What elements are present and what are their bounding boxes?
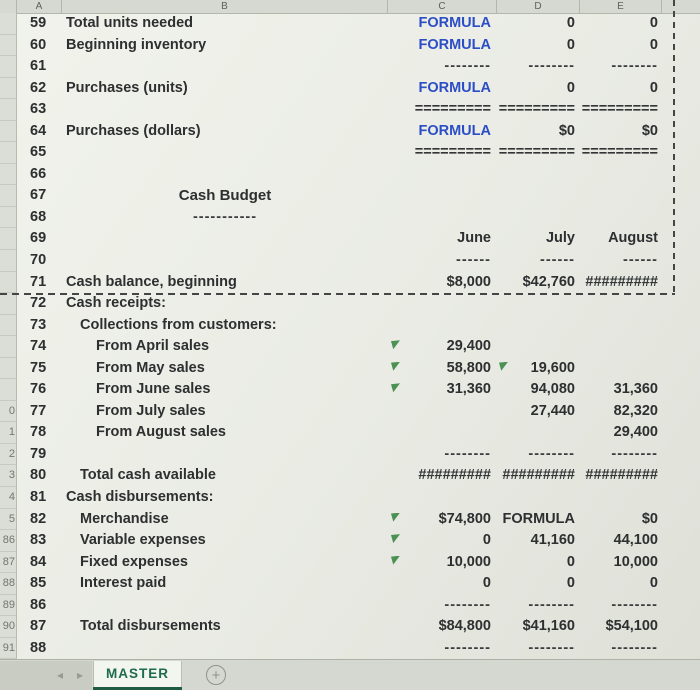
cell-col-e[interactable]: 0: [649, 79, 658, 96]
cell-col-d[interactable]: 0: [566, 79, 575, 96]
row-header[interactable]: 4: [0, 487, 17, 509]
cell-col-a[interactable]: 63: [30, 101, 47, 118]
cell-col-b[interactable]: From May sales: [96, 359, 205, 376]
cell-col-c[interactable]: 10,000: [388, 552, 497, 574]
row-header[interactable]: [0, 99, 17, 121]
cell-col-b[interactable]: [62, 638, 388, 660]
sheet-row: [0, 422, 700, 444]
select-all-corner[interactable]: [0, 0, 17, 13]
cell-col-c[interactable]: 29,400: [388, 336, 497, 358]
column-header-filler: [662, 0, 700, 13]
cell-col-d[interactable]: $42,760: [522, 273, 575, 290]
row-header[interactable]: [0, 293, 17, 315]
cell-col-d[interactable]: [497, 293, 580, 315]
cell-col-e[interactable]: 44,100: [613, 532, 658, 549]
cell-col-b[interactable]: Cash Budget: [178, 187, 272, 205]
row-header[interactable]: 89: [0, 595, 17, 617]
cell-col-e[interactable]: --------: [611, 445, 658, 462]
column-header-e[interactable]: E: [580, 0, 662, 13]
cell-col-c[interactable]: 58,800: [388, 358, 497, 380]
cell-col-a[interactable]: 84: [30, 553, 47, 570]
row-header[interactable]: [0, 164, 17, 186]
cell-col-c[interactable]: 31,360: [388, 379, 497, 401]
cell-col-b[interactable]: From July sales: [96, 402, 206, 419]
row-header[interactable]: [0, 272, 17, 294]
cell-col-d[interactable]: #########: [502, 467, 575, 484]
cell-col-b[interactable]: Merchandise: [80, 510, 169, 527]
cell-col-e[interactable]: 29,400: [613, 424, 658, 441]
cell-col-d[interactable]: ------: [540, 252, 575, 269]
cell-col-d[interactable]: [497, 207, 580, 229]
cell-col-b[interactable]: Total units needed: [66, 15, 194, 31]
cell-col-c[interactable]: FORMULA: [418, 15, 491, 31]
cell-col-d[interactable]: 41,160: [530, 532, 575, 549]
cell-col-e[interactable]: =========: [581, 101, 658, 118]
sheet-row: [0, 573, 700, 595]
cell-col-a[interactable]: 68: [30, 208, 47, 225]
cell-col-a[interactable]: 75: [30, 359, 47, 376]
cell-col-a[interactable]: 88: [30, 639, 47, 656]
cell-col-c[interactable]: [388, 207, 497, 229]
cell-col-a[interactable]: 76: [30, 381, 47, 398]
sheet-row: [0, 336, 700, 358]
cell-col-d[interactable]: =========: [498, 144, 575, 161]
cell-col-c[interactable]: --------: [444, 639, 491, 656]
cell-col-b[interactable]: Cash disbursements:: [66, 489, 214, 506]
cell-col-c[interactable]: FORMULA: [418, 79, 491, 96]
comment-flag-icon: [391, 513, 400, 522]
cell-col-d[interactable]: [497, 164, 580, 186]
cell-col-a[interactable]: 85: [30, 575, 47, 592]
cell-col-e[interactable]: 31,360: [613, 381, 658, 398]
row-header[interactable]: [0, 121, 17, 143]
cell-col-c[interactable]: [388, 422, 497, 444]
row-header[interactable]: 86: [0, 530, 17, 552]
cell-col-a[interactable]: 62: [30, 79, 47, 96]
cell-col-d[interactable]: July: [545, 230, 575, 247]
page-break-line-horizontal: [0, 293, 675, 295]
cell-col-a[interactable]: 65: [30, 144, 47, 161]
cell-col-c[interactable]: 0: [482, 575, 491, 592]
cell-col-d[interactable]: 94,080: [530, 381, 575, 398]
cell-col-c[interactable]: =========: [414, 144, 491, 161]
cell-col-a[interactable]: 60: [30, 36, 47, 53]
cell-col-a[interactable]: 69: [30, 230, 47, 247]
cell-col-e[interactable]: #########: [585, 273, 658, 290]
column-header-b[interactable]: B: [62, 0, 388, 13]
cell-col-d[interactable]: $41,160: [522, 618, 575, 635]
cell-col-d[interactable]: 19,600: [497, 358, 580, 380]
sheet-tab-bar: [0, 659, 700, 690]
cell-col-c[interactable]: #########: [418, 467, 491, 484]
cell-col-b[interactable]: [62, 250, 388, 272]
cell-col-a[interactable]: 59: [30, 15, 47, 31]
cell-col-d[interactable]: --------: [528, 639, 575, 656]
sheet-grid: [0, 13, 700, 659]
row-header[interactable]: [0, 336, 17, 358]
cell-col-e[interactable]: ------: [623, 252, 658, 269]
row-header[interactable]: [0, 228, 17, 250]
sheet-row: [0, 13, 700, 35]
cell-col-c[interactable]: $8,000: [446, 273, 491, 290]
cell-col-e[interactable]: [580, 207, 662, 229]
cell-col-b[interactable]: [62, 595, 388, 617]
row-header[interactable]: [0, 207, 17, 229]
sheet-row: [0, 293, 700, 315]
sheet-row: [0, 185, 700, 207]
cell-col-c[interactable]: =========: [414, 101, 491, 118]
cell-col-c[interactable]: [388, 315, 497, 337]
sheet-row: [0, 552, 700, 574]
cell-col-d[interactable]: [497, 487, 580, 509]
sheet-row: [0, 530, 700, 552]
cell-col-b[interactable]: Fixed expenses: [80, 553, 188, 570]
cell-col-e[interactable]: --------: [611, 58, 658, 75]
cell-col-a[interactable]: 78: [30, 424, 47, 441]
cell-col-a[interactable]: 77: [30, 402, 47, 419]
cell-col-b[interactable]: [62, 142, 388, 164]
comment-flag-icon: [391, 383, 400, 392]
cell-col-e[interactable]: =========: [581, 144, 658, 161]
tab-scroll-right-icon[interactable]: ▸: [76, 668, 84, 682]
cell-col-e[interactable]: 82,320: [613, 402, 658, 419]
cell-col-c[interactable]: --------: [444, 596, 491, 613]
cell-col-c[interactable]: ------: [456, 252, 491, 269]
cell-col-c[interactable]: --------: [444, 445, 491, 462]
sheet-row: [0, 487, 700, 509]
cell-col-b[interactable]: Total cash available: [80, 467, 216, 484]
sheet-row: [0, 444, 700, 466]
cell-col-e[interactable]: $0: [641, 122, 658, 139]
cell-col-d[interactable]: [497, 315, 580, 337]
cell-col-a[interactable]: 79: [30, 445, 47, 462]
cell-col-a[interactable]: 87: [30, 618, 47, 635]
cell-col-e[interactable]: 0: [649, 575, 658, 592]
cell-col-c[interactable]: [388, 293, 497, 315]
comment-flag-icon: [391, 534, 400, 543]
cell-col-c[interactable]: $84,800: [438, 618, 491, 635]
row-header[interactable]: 2: [0, 444, 17, 466]
sheet-row: [0, 509, 700, 531]
sheet-row: [0, 228, 700, 250]
cell-col-d[interactable]: FORMULA: [502, 510, 575, 527]
cell-col-c[interactable]: --------: [444, 58, 491, 75]
cell-col-c[interactable]: [388, 401, 497, 423]
sheet-row: [0, 315, 700, 337]
cell-col-a[interactable]: 67: [30, 187, 47, 204]
column-header-d[interactable]: D: [497, 0, 580, 13]
sheet-row: [0, 164, 700, 186]
cell-col-e[interactable]: #########: [585, 467, 658, 484]
sheet-row: [0, 616, 700, 638]
cell-col-a[interactable]: 66: [30, 165, 47, 182]
row-header[interactable]: 3: [0, 465, 17, 487]
cell-col-b[interactable]: [62, 99, 388, 121]
cell-col-b[interactable]: [62, 228, 388, 250]
cell-col-a[interactable]: 83: [30, 532, 47, 549]
cell-col-e[interactable]: 10,000: [613, 553, 658, 570]
cell-col-e[interactable]: [580, 164, 662, 186]
comment-flag-icon: [391, 556, 400, 565]
cell-col-b[interactable]: From April sales: [96, 338, 210, 355]
row-header[interactable]: 5: [0, 509, 17, 531]
cell-col-e[interactable]: [580, 315, 662, 337]
sheet-row: [0, 99, 700, 121]
cell-col-d[interactable]: [497, 185, 580, 207]
cell-col-a[interactable]: 71: [30, 273, 47, 290]
cell-col-c[interactable]: $74,800: [388, 509, 497, 531]
sheet-row: [0, 35, 700, 57]
cell-col-c[interactable]: [388, 185, 497, 207]
cell-col-b[interactable]: Interest paid: [80, 575, 167, 592]
cell-col-e[interactable]: [580, 185, 662, 207]
cell-col-b[interactable]: Cash receipts:: [66, 295, 166, 312]
sheet-row: [0, 358, 700, 380]
sheet-row: [0, 121, 700, 143]
cell-col-e[interactable]: August: [608, 230, 658, 247]
cell-col-c[interactable]: 0: [388, 530, 497, 552]
add-sheet-button[interactable]: +: [206, 665, 226, 685]
cell-col-e[interactable]: [580, 487, 662, 509]
cell-col-a[interactable]: 82: [30, 510, 47, 527]
cell-col-b[interactable]: Collections from customers:: [80, 316, 277, 333]
cell-col-c[interactable]: [388, 487, 497, 509]
cell-col-d[interactable]: 0: [566, 15, 575, 31]
column-header-a[interactable]: A: [17, 0, 62, 13]
row-header[interactable]: [0, 142, 17, 164]
cell-col-d[interactable]: [497, 422, 580, 444]
sheet-row: [0, 465, 700, 487]
row-header[interactable]: 90: [0, 616, 17, 638]
cell-col-d[interactable]: 0: [566, 36, 575, 53]
comment-flag-icon: [391, 340, 400, 349]
cell-col-e[interactable]: [580, 336, 662, 358]
cell-col-c[interactable]: FORMULA: [418, 36, 491, 53]
cell-col-d[interactable]: --------: [528, 445, 575, 462]
row-header[interactable]: 87: [0, 552, 17, 574]
cell-col-b[interactable]: Total disbursements: [80, 618, 221, 635]
cell-col-e[interactable]: [580, 293, 662, 315]
cell-col-d[interactable]: 0: [566, 575, 575, 592]
cell-col-e[interactable]: 0: [649, 15, 658, 31]
cell-col-a[interactable]: 61: [30, 58, 47, 75]
cell-col-e[interactable]: $54,100: [605, 618, 658, 635]
sheet-row: [0, 638, 700, 660]
row-header[interactable]: [0, 56, 17, 78]
cell-col-b[interactable]: Beginning inventory: [66, 36, 207, 53]
sheet-row: [0, 142, 700, 164]
cell-col-e[interactable]: [580, 358, 662, 380]
row-header[interactable]: [0, 379, 17, 401]
cell-col-a[interactable]: 70: [30, 252, 47, 269]
sheet-row: [0, 272, 700, 294]
cell-col-a[interactable]: 72: [30, 295, 47, 312]
sheet-row: [0, 207, 700, 229]
cell-col-d[interactable]: $0: [558, 122, 575, 139]
cell-col-d[interactable]: =========: [498, 101, 575, 118]
comment-flag-icon: [499, 362, 508, 371]
row-header[interactable]: [0, 185, 17, 207]
sheet-row: [0, 379, 700, 401]
cell-col-b[interactable]: From June sales: [96, 381, 211, 398]
cell-col-e[interactable]: --------: [611, 639, 658, 656]
cell-col-d[interactable]: 27,440: [530, 402, 575, 419]
row-header[interactable]: [0, 358, 17, 380]
cell-col-b[interactable]: -----------: [192, 208, 258, 225]
cell-col-d[interactable]: [497, 336, 580, 358]
cell-col-b[interactable]: [62, 164, 388, 186]
cell-col-a[interactable]: 74: [30, 338, 47, 355]
row-header[interactable]: 0: [0, 401, 17, 423]
row-header[interactable]: [0, 315, 17, 337]
page-break-line-vertical: [673, 0, 675, 293]
column-header-c[interactable]: C: [388, 0, 497, 13]
sheet-row: [0, 56, 700, 78]
comment-flag-icon: [391, 362, 400, 371]
column-header-row: [0, 0, 700, 14]
row-header[interactable]: 91: [0, 638, 17, 660]
cell-col-a[interactable]: 64: [30, 122, 47, 139]
cell-col-b[interactable]: [62, 56, 388, 78]
sheet-row: [0, 250, 700, 272]
cell-col-c[interactable]: FORMULA: [418, 122, 491, 139]
cell-col-e[interactable]: 0: [649, 36, 658, 53]
sheet-tab-master[interactable]: MASTER: [93, 661, 182, 687]
row-header[interactable]: 88: [0, 573, 17, 595]
cell-col-d[interactable]: --------: [528, 596, 575, 613]
tab-scroll-left-icon[interactable]: ◂: [56, 668, 64, 682]
tab-nav-panel: [0, 661, 92, 690]
sheet-row: [0, 78, 700, 100]
row-header[interactable]: [0, 35, 17, 57]
sheet-row: [0, 401, 700, 423]
row-header[interactable]: [0, 78, 17, 100]
cell-col-b[interactable]: Variable expenses: [80, 532, 206, 549]
cell-col-b[interactable]: Cash balance, beginning: [66, 273, 237, 290]
cell-col-a[interactable]: 73: [30, 316, 47, 333]
row-header[interactable]: [0, 13, 17, 35]
row-header[interactable]: 1: [0, 422, 17, 444]
cell-col-b[interactable]: [62, 444, 388, 466]
cell-col-d[interactable]: 0: [566, 553, 575, 570]
cell-col-b[interactable]: From August sales: [96, 424, 226, 441]
row-header[interactable]: [0, 250, 17, 272]
cell-col-a[interactable]: 80: [30, 467, 47, 484]
cell-col-a[interactable]: 81: [30, 489, 47, 506]
cell-col-b[interactable]: Purchases (units): [66, 79, 188, 96]
cell-col-a[interactable]: 86: [30, 596, 47, 613]
sheet-row: [0, 595, 700, 617]
cell-col-b[interactable]: Purchases (dollars): [66, 122, 201, 139]
cell-col-c[interactable]: [388, 164, 497, 186]
cell-col-e[interactable]: --------: [611, 596, 658, 613]
cell-col-e[interactable]: $0: [641, 510, 658, 527]
cell-col-d[interactable]: --------: [528, 58, 575, 75]
cell-col-c[interactable]: June: [457, 230, 491, 247]
